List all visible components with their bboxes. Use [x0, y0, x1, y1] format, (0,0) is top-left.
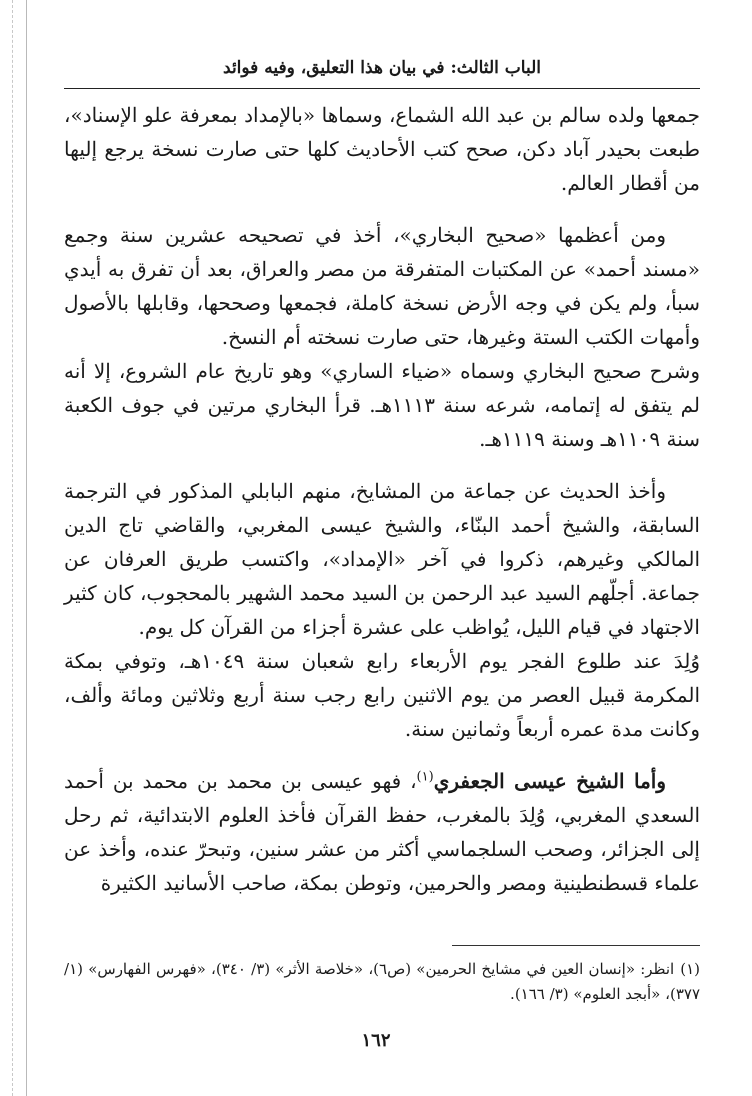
paragraph-last [64, 764, 700, 900]
footnote [64, 957, 700, 1007]
paragraph-body: ، فهو عيسى بن محمد بن محمد بن أحمد السعدي المغربي، وُلِدَ بالمغرب، حفظ القرآن فأخذ العلوم الابتدائية، ثم رحل إلى الجزائر، وصحب السلجماسي أكثر من عشر سنين، وتبحرّ عنده، وأخذ عن علماء قسطنطينية ومصر والحرمين، وتوطن بمكة، صاحب الأسانيد الكثيرة [64, 769, 700, 895]
paragraph: جمعها ولده سالم بن عبد الله الشماع، وسماها «بالإمداد بمعرفة علو الإسناد»، طبعت بحيدر آباد دكن، صحح كتب الأحاديث كلها حتى صارت نسخة يرجع إليها من أقطار العالم. [64, 103, 700, 195]
paragraph: وُلِدَ عند طلوع الفجر يوم الأربعاء رابع شعبان سنة ١٠٤٩هـ، وتوفي بمكة المكرمة قبيل العصر من يوم الاثنين رابع رجب سنة أربع وثلاثين ومائة وألف، وكانت مدة عمره أربعاً وثمانين سنة. [64, 649, 700, 741]
paragraph: ومن أعظمها «صحيح البخاري»، أخذ في تصحيحه عشرين سنة وجمع «مسند أحمد» عن المكتبات المتفرقة من مصر والعراق، بعد أن تفرق به أيدي سبأ، ولم يكن في وجه الأرض نسخة كاملة، فجمعها وصححها، وقابلها بالأصول وأمهات الكتب الستة وغيرها، حتى صارت نسخته أم النسخ. [64, 223, 700, 349]
biography-heading: وأما الشيخ عيسى الجعفري [433, 769, 666, 793]
footnote-text: انظر: «إنسان العين في مشايخ الحرمين» (ص٦)، «خلاصة الأثر» (٣/ ٣٤٠)، «فهرس الفهارس» (١/ ٣٧٧)، «أبجد العلوم» (٣/ ١٦٦). [64, 960, 700, 1003]
main-text [64, 98, 700, 900]
footnote-number: (١) [680, 960, 700, 978]
running-header: الباب الثالث: في بيان هذا التعليق، وفيه فوائد [223, 58, 541, 78]
paragraph: وشرح صحيح البخاري وسماه «ضياء الساري» وهو تاريخ عام الشروع، إلا أنه لم يتفق له إتمامه، شرعه سنة ١١١٣هـ. قرأ البخاري مرتين في جوف الكعبة سنة ١١٠٩هـ وسنة ١١١٩هـ. [64, 359, 700, 451]
page-number: ١٦٢ [361, 1030, 391, 1051]
scan-gutter-line [26, 0, 27, 1096]
scan-gutter-line [12, 0, 13, 1096]
footnote-reference[interactable]: (١) [416, 769, 434, 785]
paragraph: وأخذ الحديث عن جماعة من المشايخ، منهم البابلي المذكور في الترجمة السابقة، والشيخ أحمد البنّاء، والشيخ عيسى المغربي، والقاضي تاج الدين المالكي وغيرهم، ذكروا في آخر «الإمداد»، واكتسب طريق العرفان عن جماعة. أجلّهم السيد عبد الرحمن بن السيد محمد الشهير بالمحجوب، كان كثير الاجتهاد في قيام الليل، يُواظب على عشرة أجزاء من القرآن كل يوم. [64, 479, 700, 639]
header-rule [64, 88, 700, 89]
footnote-rule [452, 945, 700, 946]
